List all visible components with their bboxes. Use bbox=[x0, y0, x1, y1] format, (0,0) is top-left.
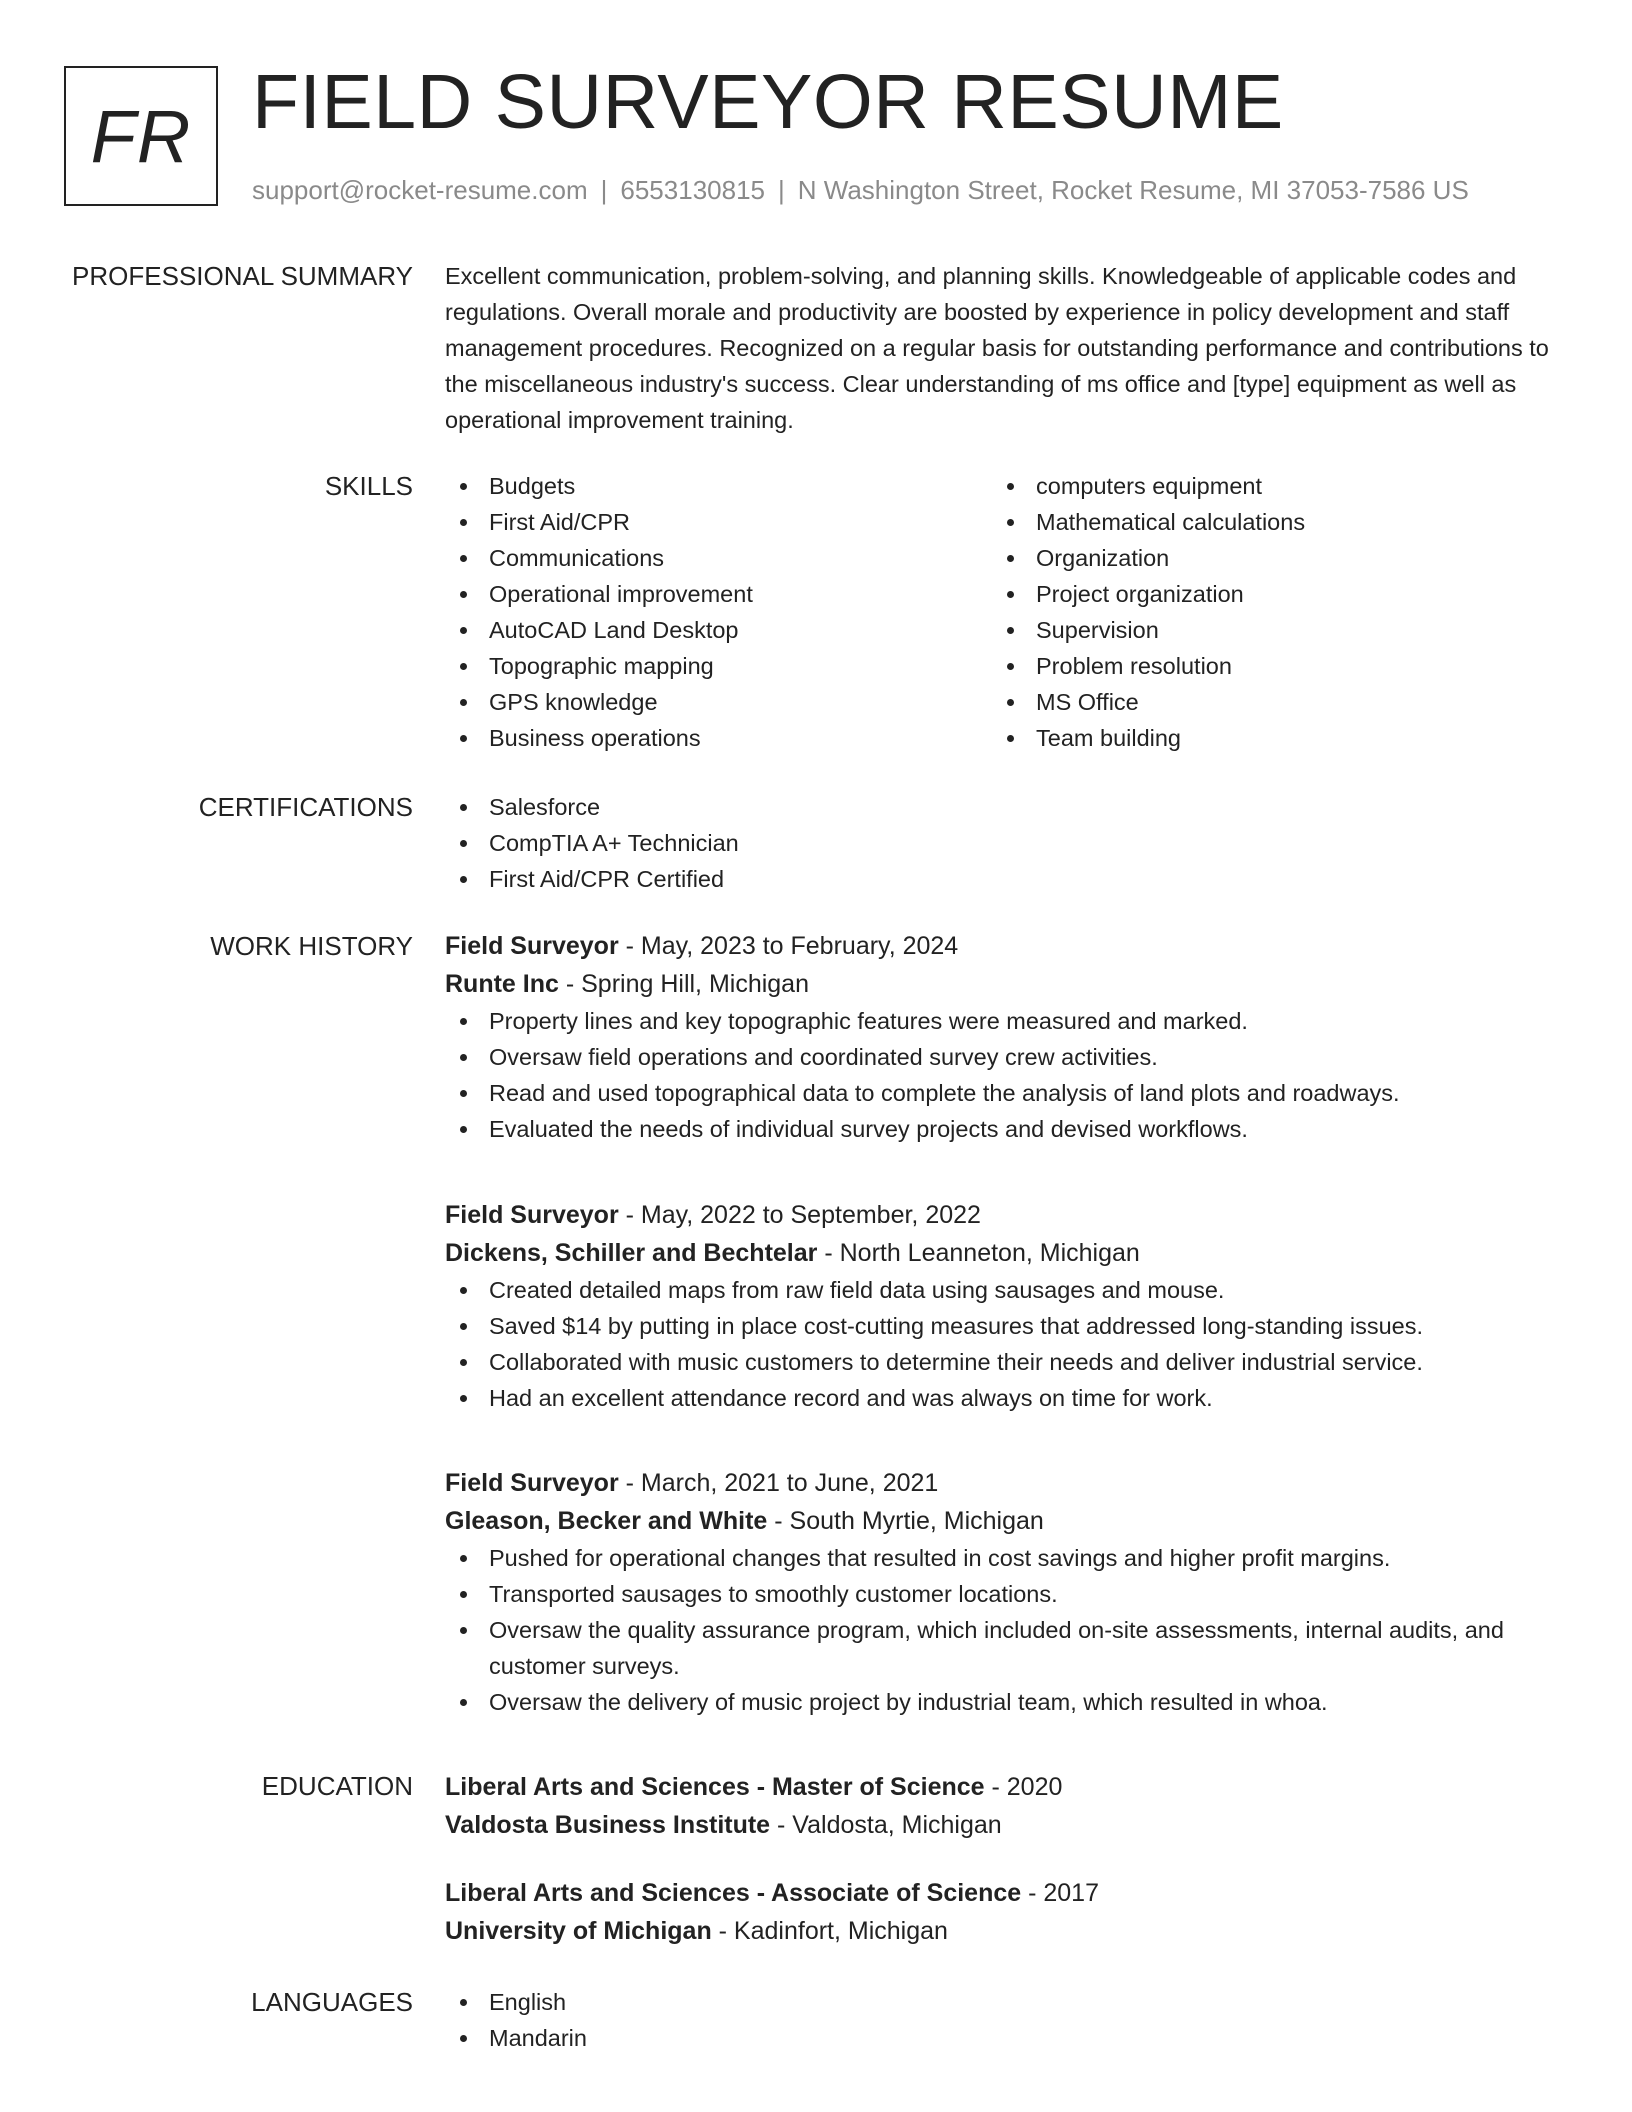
job-company: Dickens, Schiller and Bechtelar bbox=[445, 1239, 818, 1267]
education-location: - Kadinfort, Michigan bbox=[711, 1917, 948, 1945]
bullet-icon bbox=[460, 591, 467, 598]
job-title-line bbox=[445, 1196, 1560, 1234]
list-item: Pushed for operational changes that resulted in cost savings and higher profit margins. bbox=[445, 1540, 1560, 1576]
bullet-icon bbox=[460, 483, 467, 490]
resume-title: FIELD SURVEYOR RESUME bbox=[252, 59, 1284, 145]
education-degree: Liberal Arts and Sciences - Associate of Science bbox=[445, 1879, 1022, 1907]
bullet-icon bbox=[460, 699, 467, 706]
bullet-icon bbox=[460, 1591, 467, 1598]
bullet-icon bbox=[460, 555, 467, 562]
education-school-line bbox=[445, 1806, 1560, 1844]
section-label: EDUCATION bbox=[261, 1771, 413, 1801]
list-item: GPS knowledge bbox=[445, 684, 992, 720]
skills-list-left bbox=[445, 468, 992, 756]
bullet-icon bbox=[460, 663, 467, 670]
certifications-list bbox=[445, 789, 1560, 897]
job-title: Field Surveyor bbox=[445, 932, 619, 960]
bullet-icon bbox=[460, 1395, 467, 1402]
list-item: Oversaw field operations and coordinated survey crew activities. bbox=[445, 1039, 1560, 1075]
contact-address: N Washington Street, Rocket Resume, MI 37053-7586 US bbox=[797, 175, 1469, 205]
list-item: First Aid/CPR Certified bbox=[445, 861, 1560, 897]
list-item: Organization bbox=[992, 540, 1539, 576]
section-label: PROFESSIONAL SUMMARY bbox=[72, 261, 413, 291]
list-item: Property lines and key topographic features were measured and marked. bbox=[445, 1003, 1560, 1039]
bullet-icon bbox=[460, 627, 467, 634]
education-degree-line bbox=[445, 1874, 1560, 1912]
job-title: Field Surveyor bbox=[445, 1201, 619, 1229]
languages-list bbox=[445, 1984, 1560, 2056]
education-school-line bbox=[445, 1912, 1560, 1950]
bullet-icon bbox=[460, 1359, 467, 1366]
list-item: Created detailed maps from raw field data using sausages and mouse. bbox=[445, 1272, 1560, 1308]
job-dates: - March, 2021 to June, 2021 bbox=[618, 1469, 939, 1497]
section-label: CERTIFICATIONS bbox=[198, 792, 413, 822]
bullet-icon bbox=[460, 1090, 467, 1097]
bullet-icon bbox=[1007, 591, 1014, 598]
bullet-icon bbox=[1007, 699, 1014, 706]
bullet-icon bbox=[460, 735, 467, 742]
monogram-logo: FR bbox=[64, 66, 218, 206]
job-bullets bbox=[445, 1003, 1560, 1147]
list-item: Saved $14 by putting in place cost-cutting measures that addressed long-standing issues. bbox=[445, 1308, 1560, 1344]
section-label: WORK HISTORY bbox=[210, 931, 413, 961]
list-item: Oversaw the quality assurance program, which included on-site assessments, internal audits, and customer surveys. bbox=[445, 1612, 1560, 1684]
bullet-icon bbox=[1007, 519, 1014, 526]
list-item: Mandarin bbox=[445, 2020, 1560, 2056]
section-label: LANGUAGES bbox=[251, 1987, 413, 2017]
bullet-icon bbox=[460, 1627, 467, 1634]
bullet-icon bbox=[460, 519, 467, 526]
job-company-line bbox=[445, 1234, 1560, 1272]
bullet-icon bbox=[1007, 555, 1014, 562]
summary-text: Excellent communication, problem-solving, and planning skills. Knowledgeable of applicable codes and regulations. Overall morale and productivity are boosted by experience in policy development and staff management procedures. Recognized on a regular basis for outstanding performance and contributions to the miscellaneous industry's success. Clear understanding of ms office and [type] equipment as well as operational improvement training. bbox=[445, 263, 1549, 433]
list-item: Salesforce bbox=[445, 789, 1560, 825]
job-company: Runte Inc bbox=[445, 970, 559, 998]
contact-line bbox=[252, 172, 1469, 208]
contact-separator: | bbox=[600, 175, 608, 205]
list-item: Budgets bbox=[445, 468, 992, 504]
job-company-line bbox=[445, 1502, 1560, 1540]
list-item: Topographic mapping bbox=[445, 648, 992, 684]
list-item: Project organization bbox=[992, 576, 1539, 612]
list-item: Supervision bbox=[992, 612, 1539, 648]
bullet-icon bbox=[460, 1018, 467, 1025]
list-item: Communications bbox=[445, 540, 992, 576]
list-item: computers equipment bbox=[992, 468, 1539, 504]
bullet-icon bbox=[460, 876, 467, 883]
education-school: University of Michigan bbox=[445, 1917, 712, 1945]
education-year: - 2020 bbox=[984, 1773, 1063, 1801]
job-company-line bbox=[445, 965, 1560, 1003]
bullet-icon bbox=[1007, 663, 1014, 670]
education-school: Valdosta Business Institute bbox=[445, 1811, 771, 1839]
list-item: Collaborated with music customers to determine their needs and deliver industrial service. bbox=[445, 1344, 1560, 1380]
job-title: Field Surveyor bbox=[445, 1469, 619, 1497]
list-item: Had an excellent attendance record and was always on time for work. bbox=[445, 1380, 1560, 1416]
education-year: - 2017 bbox=[1021, 1879, 1099, 1907]
bullet-icon bbox=[1007, 627, 1014, 634]
education-degree: Liberal Arts and Sciences - Master of Science bbox=[445, 1773, 985, 1801]
job-company: Gleason, Becker and White bbox=[445, 1507, 768, 1535]
list-item: Transported sausages to smoothly customer locations. bbox=[445, 1576, 1560, 1612]
contact-separator: | bbox=[778, 175, 785, 205]
job-bullets bbox=[445, 1272, 1560, 1416]
list-item: Mathematical calculations bbox=[992, 504, 1539, 540]
bullet-icon bbox=[460, 804, 467, 811]
list-item: Problem resolution bbox=[992, 648, 1539, 684]
list-item: AutoCAD Land Desktop bbox=[445, 612, 992, 648]
list-item: Team building bbox=[992, 720, 1539, 756]
job-title-line bbox=[445, 927, 1560, 965]
bullet-icon bbox=[460, 1999, 467, 2006]
education-entry bbox=[445, 1874, 1560, 1950]
job-location: - Spring Hill, Michigan bbox=[558, 970, 809, 998]
list-item: Business operations bbox=[445, 720, 992, 756]
list-item: Read and used topographical data to complete the analysis of land plots and roadways. bbox=[445, 1075, 1560, 1111]
education-entry bbox=[445, 1768, 1560, 1844]
job-bullets bbox=[445, 1540, 1560, 1720]
section-label: SKILLS bbox=[324, 471, 413, 501]
job-location: - North Leanneton, Michigan bbox=[817, 1239, 1140, 1267]
job-title-line bbox=[445, 1464, 1560, 1502]
bullet-icon bbox=[460, 840, 467, 847]
skills-list-right bbox=[992, 468, 1539, 756]
list-item: Oversaw the delivery of music project by industrial team, which resulted in whoa. bbox=[445, 1684, 1560, 1720]
bullet-icon bbox=[460, 1126, 467, 1133]
list-item: Evaluated the needs of individual survey projects and devised workflows. bbox=[445, 1111, 1560, 1147]
list-item: First Aid/CPR bbox=[445, 504, 992, 540]
education-degree-line bbox=[445, 1768, 1560, 1806]
job-dates: - May, 2023 to February, 2024 bbox=[618, 932, 959, 960]
bullet-icon bbox=[460, 1287, 467, 1294]
job-dates: - May, 2022 to September, 2022 bbox=[618, 1201, 981, 1229]
bullet-icon bbox=[1007, 735, 1014, 742]
bullet-icon bbox=[460, 1054, 467, 1061]
list-item: Operational improvement bbox=[445, 576, 992, 612]
bullet-icon bbox=[460, 1555, 467, 1562]
list-item: CompTIA A+ Technician bbox=[445, 825, 1560, 861]
list-item: MS Office bbox=[992, 684, 1539, 720]
list-item: English bbox=[445, 1984, 1560, 2020]
contact-email: support@rocket-resume.com bbox=[252, 175, 588, 205]
education-location: - Valdosta, Michigan bbox=[770, 1811, 1002, 1839]
job-location: - South Myrtie, Michigan bbox=[767, 1507, 1044, 1535]
bullet-icon bbox=[460, 1323, 467, 1330]
bullet-icon bbox=[460, 2035, 467, 2042]
bullet-icon bbox=[460, 1699, 467, 1706]
contact-phone: 6553130815 bbox=[620, 175, 765, 205]
bullet-icon bbox=[1007, 483, 1014, 490]
